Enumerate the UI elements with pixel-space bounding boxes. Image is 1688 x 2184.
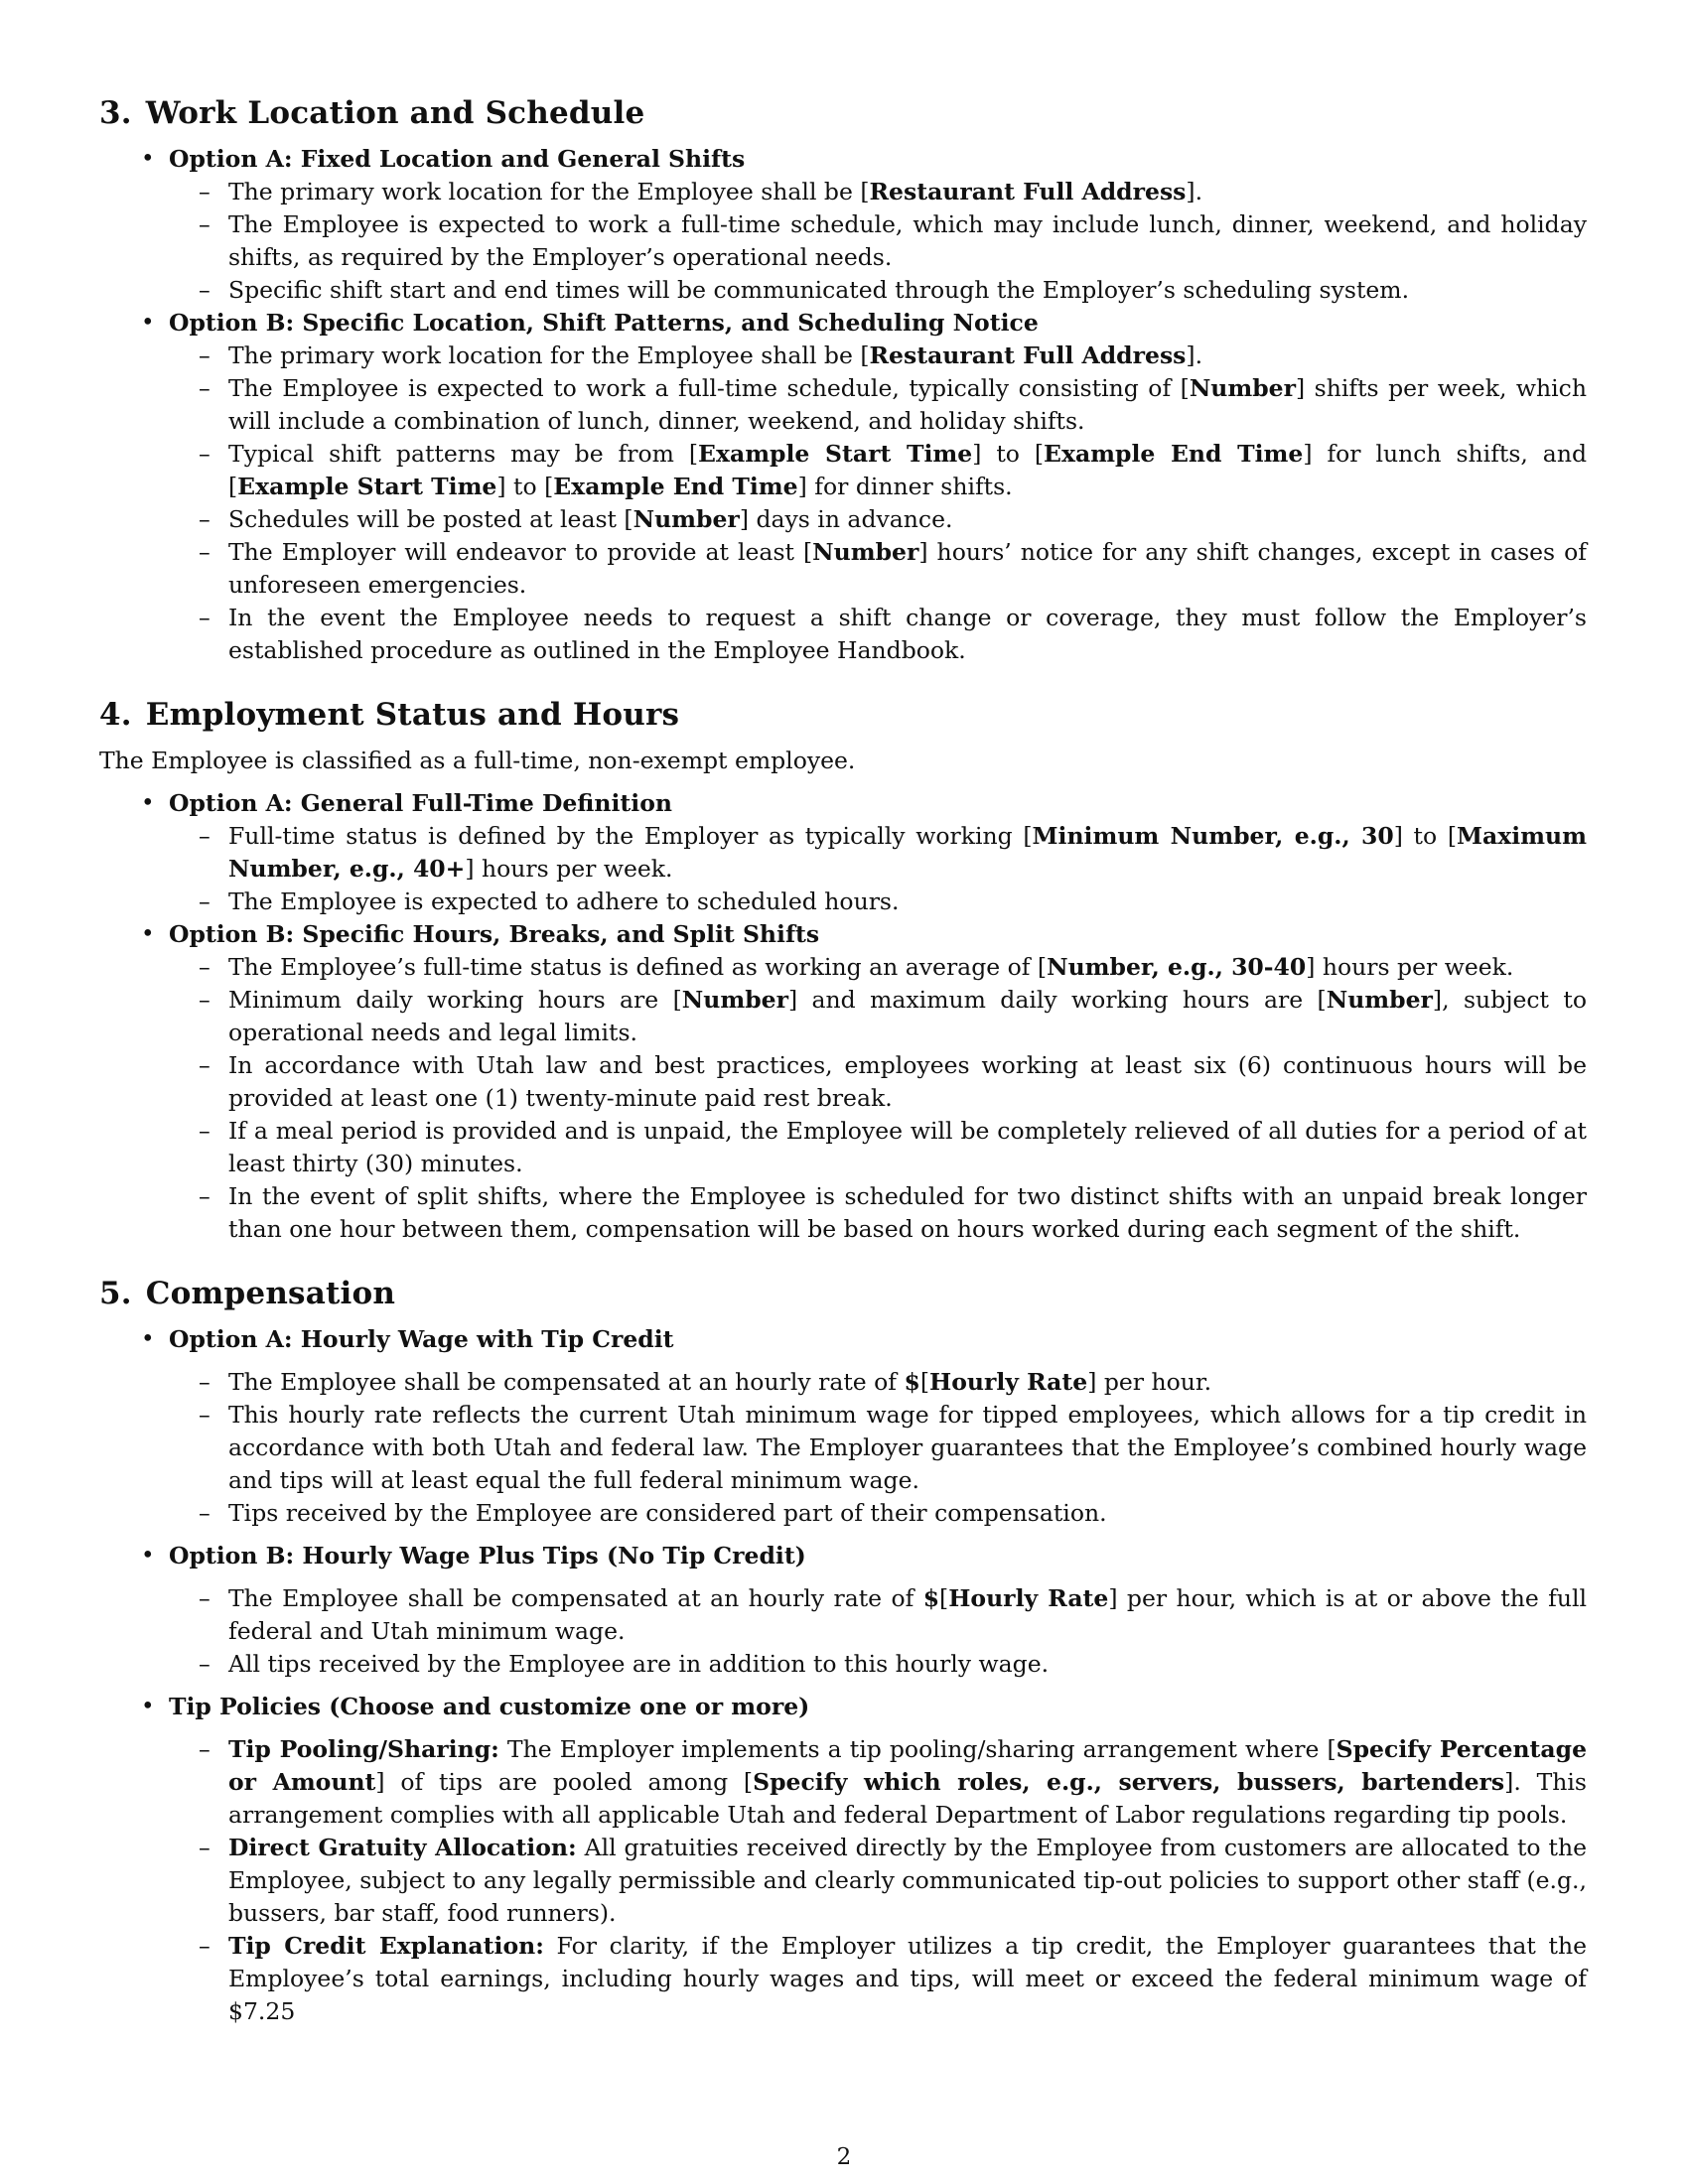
section-heading (99, 697, 1587, 733)
placeholder-field: Specify Percentage or Amount (228, 1735, 1588, 1796)
section-employment-status (99, 697, 1587, 1246)
option-a (99, 143, 1587, 307)
option-title: • Option B: Specific Location, Shift Patterns, and Scheduling Notice (169, 309, 1039, 337)
item-label: Tip Credit Explanation: (228, 1932, 544, 1960)
placeholder-field: Hourly Rate (948, 1584, 1109, 1612)
section-number: 4. (99, 697, 132, 733)
placeholder-field: Restaurant Full Address (869, 178, 1187, 205)
list-item: – The Employer will endeavor to provide at least [Number] hours’ notice for any shift changes, except in cases of unforeseen emergencies. (169, 536, 1587, 602)
placeholder-field: Number (812, 538, 919, 566)
item-label: Tip Pooling/Sharing: (228, 1735, 499, 1763)
section-heading (99, 1276, 1587, 1311)
currency-symbol: $ (922, 1584, 940, 1612)
option-title: • Option B: Hourly Wage Plus Tips (No Tip Credit) (169, 1542, 806, 1570)
placeholder-field: Minimum Number, e.g., 30 (1032, 822, 1394, 850)
list-item: – The primary work location for the Employee shall be [Restaurant Full Address]. (169, 176, 1587, 208)
list-item: – Tip Pooling/Sharing: The Employer implements a tip pooling/sharing arrangement where [Specify Percentage or Amount] of tips are pooled among [Specify which roles, e.g., servers, bussers, bartenders]. This arrangement complies with all applicable Utah and federal Department of Labor regulations regarding tip pools. (169, 1733, 1587, 1832)
currency-symbol: $ (904, 1368, 920, 1396)
section-number: 3. (99, 95, 132, 131)
placeholder-field: Example Start Time (237, 473, 497, 500)
list-item: – Tips received by the Employee are considered part of their compensation. (169, 1497, 1587, 1530)
section-compensation (99, 1276, 1587, 2028)
option-a (99, 1323, 1587, 1530)
list-item: – Specific shift start and end times will be communicated through the Employer’s scheduling system. (169, 274, 1587, 307)
list-item: – The Employee is expected to work a full-time schedule, typically consisting of [Number] shifts per week, which will include a combination of lunch, dinner, weekend, and holiday shifts. (169, 372, 1587, 438)
section-title: Employment Status and Hours (145, 697, 680, 733)
placeholder-field: Example End Time (1044, 440, 1304, 468)
section-number: 5. (99, 1276, 132, 1311)
placeholder-field: Specify which roles, e.g., servers, bussers, bartenders (753, 1768, 1505, 1796)
list-item: – If a meal period is provided and is unpaid, the Employee will be completely relieved of all duties for a period of at least thirty (30) minutes. (169, 1115, 1587, 1180)
tip-policies (99, 1691, 1587, 2028)
option-title: • Option A: Fixed Location and General Shifts (169, 145, 746, 173)
list-item: – The Employee’s full-time status is defined as working an average of [Number, e.g., 30-40] hours per week. (169, 951, 1587, 984)
option-b (99, 307, 1587, 667)
placeholder-field: Number (1326, 986, 1433, 1014)
list-item: – Schedules will be posted at least [Number] days in advance. (169, 503, 1587, 536)
item-label: Direct Gratuity Allocation: (228, 1834, 577, 1861)
list-item: – The Employee is expected to adhere to scheduled hours. (169, 886, 1587, 918)
list-item: – Minimum daily working hours are [Number] and maximum daily working hours are [Number], subject to operational needs and legal limits. (169, 984, 1587, 1049)
list-item: – In accordance with Utah law and best practices, employees working at least six (6) continuous hours will be provided at least one (1) twenty-minute paid rest break. (169, 1049, 1587, 1115)
section-heading (99, 95, 1587, 131)
option-title: • Tip Policies (Choose and customize one or more) (169, 1693, 810, 1720)
placeholder-field: Example Start Time (698, 440, 973, 468)
document-page (99, 95, 1587, 2058)
section-intro: The Employee is classified as a full-time, non-exempt employee. (99, 747, 856, 774)
list-item: – Typical shift patterns may be from [Example Start Time] to [Example End Time] for lunch shifts, and [Example Start Time] to [Example End Time] for dinner shifts. (169, 438, 1587, 503)
section-title: Work Location and Schedule (145, 95, 645, 131)
list-item: – Full-time status is defined by the Employer as typically working [Minimum Number, e.g., 30] to [Maximum Number, e.g., 40+] hours per week. (169, 820, 1587, 886)
list-item: – In the event of split shifts, where the Employee is scheduled for two distinct shifts with an unpaid break longer than one hour between them, compensation will be based on hours worked during each segment of the shift. (169, 1180, 1587, 1246)
list-item: – Direct Gratuity Allocation: All gratuities received directly by the Employee from customers are allocated to the Employee, subject to any legally permissible and clearly communicated tip-out policies to support other staff (e.g., bussers, bar staff, food runners). (169, 1832, 1587, 1930)
placeholder-field: Maximum Number, e.g., 40+ (228, 822, 1587, 883)
list-item: – This hourly rate reflects the current Utah minimum wage for tipped employees, which allows for a tip credit in accordance with both Utah and federal law. The Employer guarantees that the Employee’s combined hourly wage and tips will at least equal the full federal minimum wage. (169, 1399, 1587, 1497)
option-b (99, 918, 1587, 1246)
placeholder-field: Hourly Rate (929, 1368, 1088, 1396)
list-item: – All tips received by the Employee are in addition to this hourly wage. (169, 1648, 1587, 1681)
section-title: Compensation (145, 1276, 396, 1311)
placeholder-field: Example End Time (553, 473, 798, 500)
option-title: • Option B: Specific Hours, Breaks, and Split Shifts (169, 920, 820, 948)
option-title: • Option A: General Full-Time Definition (169, 789, 672, 817)
placeholder-field: Number (681, 986, 788, 1014)
section-work-location (99, 95, 1587, 667)
option-a (99, 787, 1587, 918)
list-item: – The Employee shall be compensated at an hourly rate of $[Hourly Rate] per hour, which is at or above the full federal and Utah minimum wage. (169, 1582, 1587, 1648)
placeholder-field: Number, e.g., 30-40 (1047, 953, 1307, 981)
option-title: • Option A: Hourly Wage with Tip Credit (169, 1325, 674, 1353)
page-number: 2 (836, 2144, 852, 2170)
list-item: – The Employee is expected to work a full-time schedule, which may include lunch, dinner, weekend, and holiday shifts, as required by the Employer’s operational needs. (169, 208, 1587, 274)
placeholder-field: Number (1189, 374, 1297, 402)
list-item: – In the event the Employee needs to request a shift change or coverage, they must follow the Employer’s established procedure as outlined in the Employee Handbook. (169, 602, 1587, 667)
placeholder-field: Restaurant Full Address (869, 341, 1187, 369)
list-item: – The primary work location for the Employee shall be [Restaurant Full Address]. (169, 340, 1587, 372)
placeholder-field: Number (633, 505, 740, 533)
option-b (99, 1540, 1587, 1681)
list-item: – Tip Credit Explanation: For clarity, if the Employer utilizes a tip credit, the Employer guarantees that the Employee’s total earnings, including hourly wages and tips, will meet or exceed the federal minimum wage of $7.25 (169, 1930, 1587, 2028)
list-item: – The Employee shall be compensated at an hourly rate of $[Hourly Rate] per hour. (169, 1366, 1587, 1399)
